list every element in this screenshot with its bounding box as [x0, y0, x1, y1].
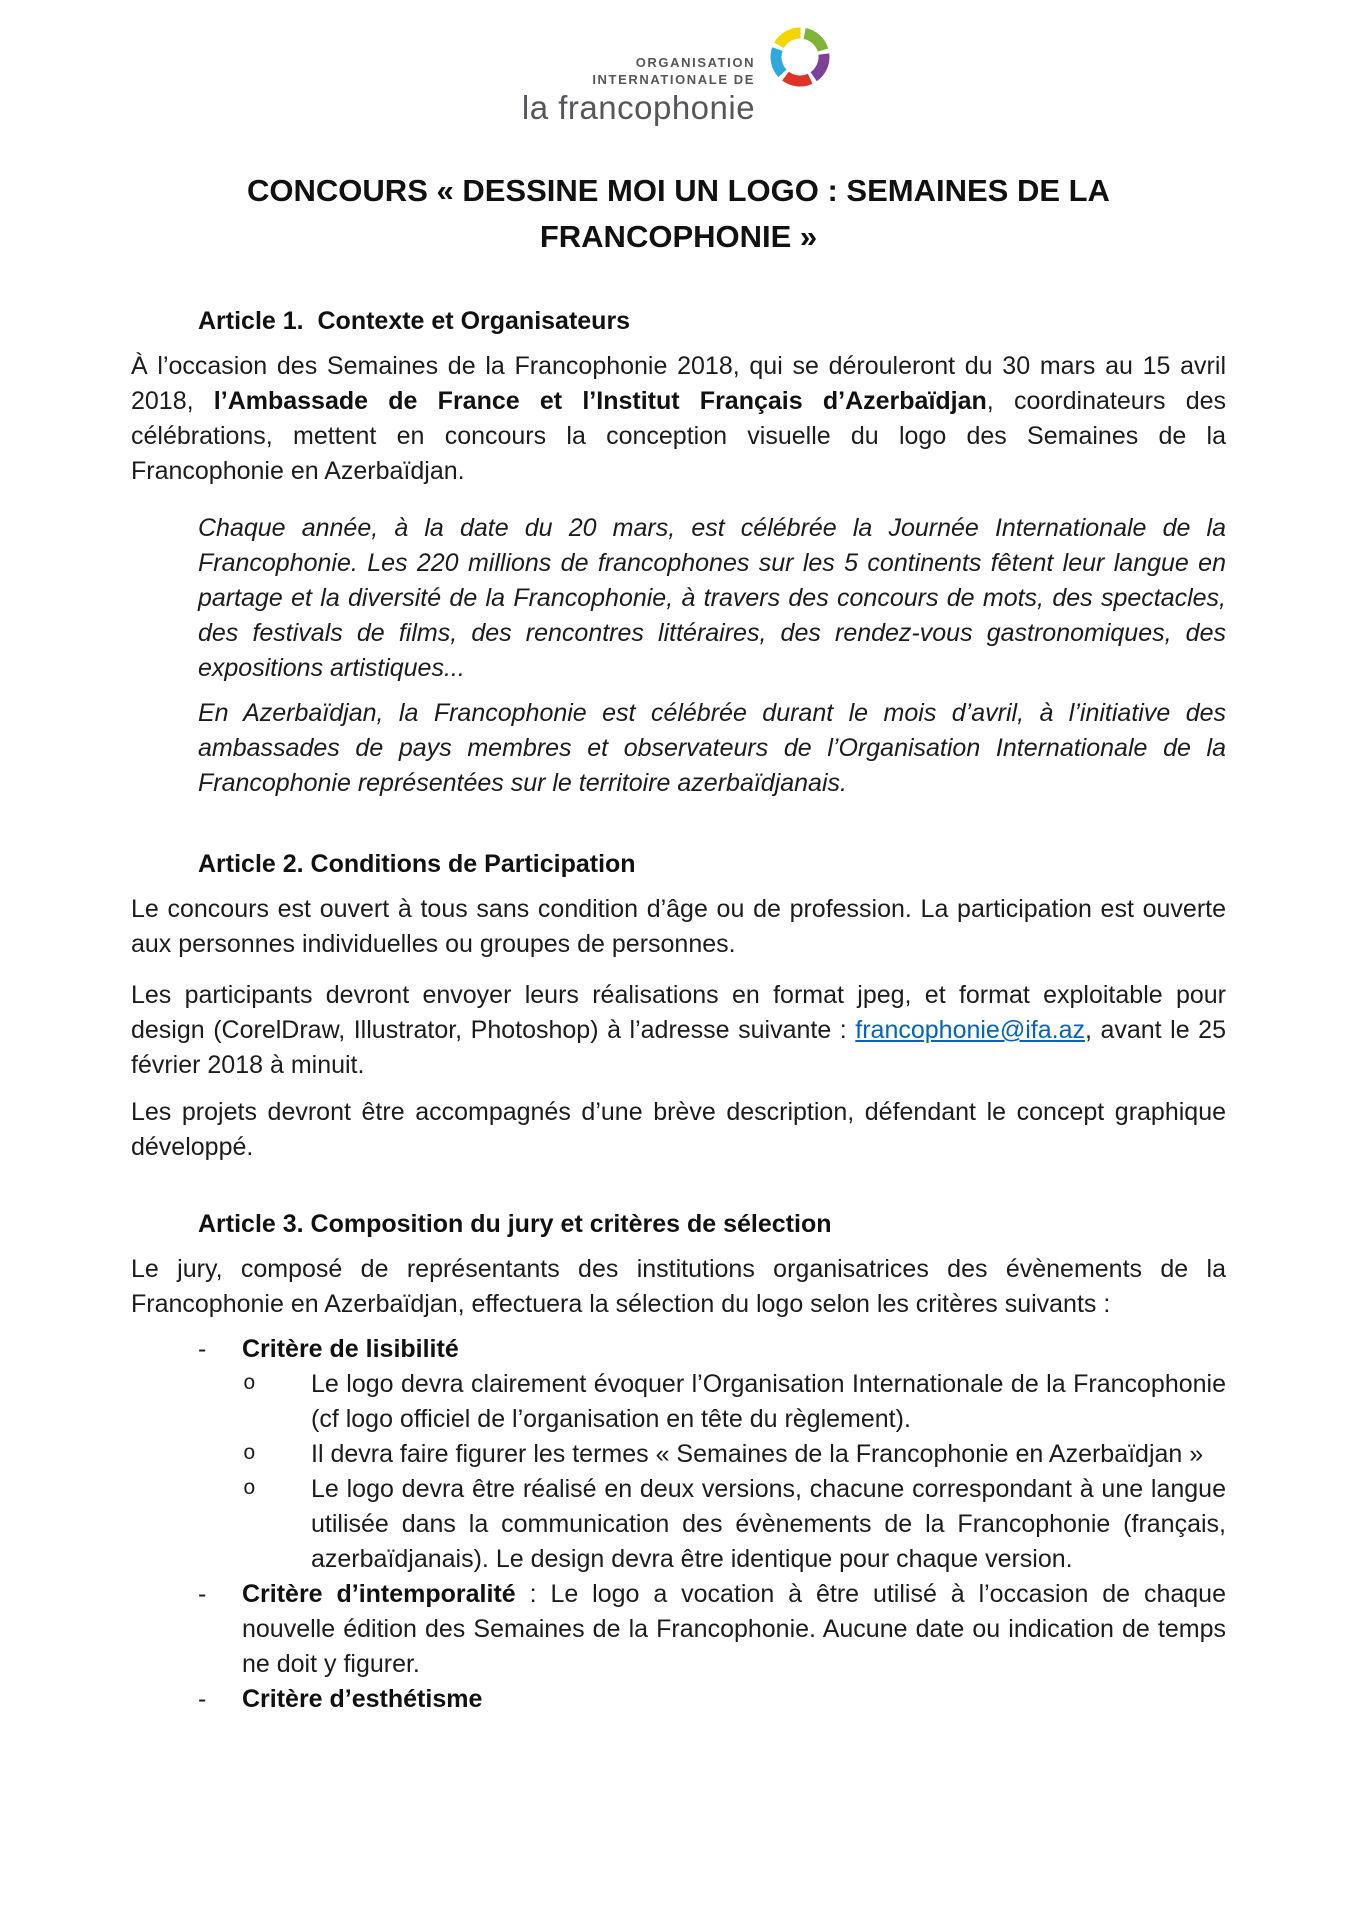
paragraph-text: À l’occasion des Semaines de la Francophonie 2018, qui se dérouleront du 30 mars au 15 avril 2018, [131, 352, 1226, 415]
article1-paragraph [131, 349, 1226, 489]
subitem-text: Le logo devra être réalisé en deux versions, chacune correspondant à une langue utilisée dans la communication des évènements de la Francophonie (français, azerbaïdjanais). Le design devra être identique pour chaque version. [311, 1475, 1226, 1573]
quote-paragraph-1: Chaque année, à la date du 20 mars, est célébrée la Journée Internationale de la Francophonie. Les 220 millions de francophones sur les 5 continents fêtent leur langue en partage et la diversité de la Francophonie, à travers des concours de mots, des spectacles, des festivals de films, des rencontres littéraires, des rendez-vous gastronomiques, des expositions artistiques... [198, 514, 1226, 682]
list-subitem-3 [131, 1472, 1226, 1577]
paragraph-text: , coordinateurs des célébrations, mettent en concours la conception visuelle du logo des Semaines de la Francophonie en Azerbaïdjan. [131, 387, 1226, 485]
paragraph-text: Les participants devront envoyer leurs réalisations en format jpeg, et format exploitable pour design (CorelDraw, Illustrator, Photoshop) à l’adresse suivante : [131, 981, 1226, 1044]
circle-bullet: o [243, 1443, 256, 1466]
article2-paragraph-3: Les projets devront être accompagnés d’une brève description, défendant le concept graphique développé. [131, 1098, 1226, 1161]
logo-org-line2: INTERNATIONALE DE [592, 72, 756, 87]
oif-ring-icon [765, 22, 835, 92]
oif-logo [131, 0, 1226, 126]
criterion-container [242, 1682, 1226, 1717]
list-subitem-1 [131, 1367, 1226, 1437]
circle-bullet: o [243, 1478, 256, 1501]
subitem-text: Il devra faire figurer les termes « Semaines de la Francophonie en Azerbaïdjan » [311, 1440, 1204, 1468]
article1-heading: Article 1. Contexte et Organisateurs [198, 307, 631, 335]
criterion-label: Critère d’intemporalité [242, 1580, 516, 1608]
logo-org-line1: ORGANISATION [635, 55, 756, 70]
email-link[interactable]: francophonie@ifa.az [855, 1016, 1085, 1044]
oif-logo-text [522, 22, 755, 127]
list-item-esthetisme [131, 1682, 1226, 1717]
organizers-bold-text: l’Ambassade de France et l’Institut Français d’Azerbaïdjan [213, 387, 987, 415]
document-title-line1: CONCOURS « DESSINE MOI UN LOGO : SEMAINES DE LA [247, 173, 1110, 208]
dash-bullet: - [198, 1335, 207, 1363]
article3-heading: Article 3. Composition du jury et critères de sélection [198, 1210, 832, 1238]
paragraph-text: , avant le 25 février 2018 à minuit. [131, 1016, 1226, 1079]
circle-bullet: o [243, 1373, 256, 1396]
criterion-container [242, 1577, 1226, 1682]
article2-paragraph-2 [131, 978, 1226, 1083]
criterion-text: : Le logo a vocation à être utilisé à l’occasion de chaque nouvelle édition des Semaines de la Francophonie. Aucune date ou indication de temps ne doit y figurer. [242, 1580, 1226, 1678]
list-subitem-2 [131, 1437, 1226, 1472]
quote-paragraph-2: En Azerbaïdjan, la Francophonie est célébrée durant le mois d’avril, à l’initiative des ambassades de pays membres et observateurs de l’Organisation Internationale de la Francophonie représentées sur le territoire azerbaïdjanais. [198, 699, 1226, 797]
list-item-lisibilite [131, 1332, 1226, 1367]
dash-bullet: - [198, 1580, 207, 1608]
dash-bullet: - [198, 1685, 207, 1713]
criterion-label: Critère d’esthétisme [242, 1685, 483, 1713]
article3-paragraph: Le jury, composé de représentants des institutions organisatrices des évènements de la Francophonie en Azerbaïdjan, effectuera la sélection du logo selon les critères suivants : [131, 1255, 1226, 1318]
criterion-label: Critère de lisibilité [242, 1335, 459, 1363]
list-item-intemporalite [131, 1577, 1226, 1682]
article2-paragraph-1: Le concours est ouvert à tous sans condition d’âge ou de profession. La participation est ouverte aux personnes individuelles ou groupes de personnes. [131, 895, 1226, 958]
article2-heading: Article 2. Conditions de Participation [198, 850, 636, 878]
subitem-text: Le logo devra clairement évoquer l’Organisation Internationale de la Francophonie (cf logo officiel de l’organisation en tête du règlement). [311, 1370, 1226, 1433]
logo-wordmark: la francophonie [521, 89, 756, 126]
document-title [131, 168, 1226, 260]
criteria-list [131, 1332, 1226, 1717]
document-title-line2: FRANCOPHONIE » [539, 219, 818, 254]
criterion-container [242, 1332, 1226, 1367]
